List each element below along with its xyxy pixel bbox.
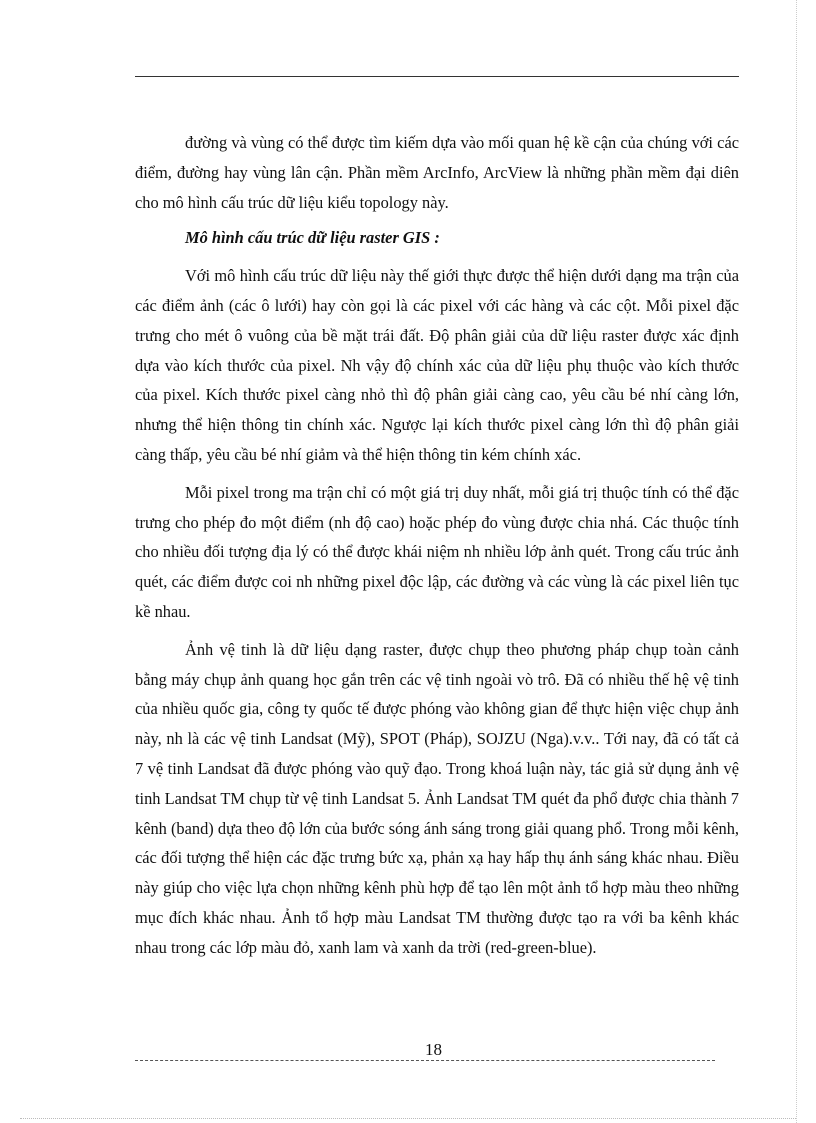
section-heading: Mô hình cấu trúc dữ liệu raster GIS : [185,228,440,248]
page-bottom-border [20,1118,796,1119]
paragraph-topology: đường và vùng có thể được tìm kiếm dựa vào mối quan hệ kề cận của chúng với các điểm, đường hay vùng lân cận. Phần mềm ArcInfo, ArcView là những phần mềm đại diên cho mô hình cấu trúc dữ liệu kiểu topology này. [135,133,739,212]
footer-rule [135,1060,715,1061]
paragraph-satellite-images: Ảnh vệ tinh là dữ liệu dạng raster, được chụp theo phương pháp chụp toàn cảnh bằng máy chụp ảnh quang học gắn trên các vệ tinh ngoài vò trô. Đã có nhiều thế hệ vệ tinh của nhiều quốc gia, công ty quốc tế được phóng vào không gian để thực hiện việc chụp ảnh này, nh là các vệ tinh Landsat (Mỹ), SPOT (Pháp), SOJZU (Nga).v.v.. Tới nay, đã có tất cả 7 vệ tinh Landsat đã được phóng vào quỹ đạo. Trong khoá luận này, tác giả sử dụng ảnh vệ tinh Landsat TM chụp từ vệ tinh Landsat 5. Ảnh Landsat TM quét đa phổ được chia thành 7 kênh (band) dựa theo độ lớn của bước sóng ánh sáng trong giải quang phổ. Trong mỗi kênh, các đối tượng thể hiện các đặc trưng bức xạ, phản xạ hay hấp thụ ánh sáng khác nhau. Điều này giúp cho việc lựa chọn những kênh phù hợp để tạo lên một ảnh tổ hợp màu theo những mục đích khác nhau. Ảnh tổ hợp màu Landsat TM thường được tạo ra với ba kênh khác nhau trong các lớp màu đỏ, xanh lam và xanh da trời (red-green-blue). [135,639,739,957]
page-body [135,128,739,963]
page-right-border [796,0,797,1123]
page-number: 18 [425,1040,442,1059]
paragraph-raster-model: Với mô hình cấu trúc dữ liệu này thế giới thực được thể hiện dưới dạng ma trận của các điểm ảnh (các ô lưới) hay còn gọi là các pixel với các hàng và các cột. Mỗi pixel đặc trưng cho mét ô vuông của bề mặt trái đất. Độ phân giải của dữ liệu raster được xác định dựa vào kích thước của pixel. Nh vậy độ chính xác của dữ liệu phụ thuộc vào kích thước của pixel. Kích thước pixel càng nhỏ thì độ phân giải càng cao, yêu cầu bé nhí càng lớn, nhưng thể hiện thông tin chính xác. Ngược lại kích thước pixel càng lớn thì độ phân giải càng thấp, yêu cầu bé nhí giảm và thể hiện thông tin kém chính xác. [135,266,739,464]
paragraph-pixel-values: Mỗi pixel trong ma trận chỉ có một giá trị duy nhất, mỗi giá trị thuộc tính có thể đặc trưng cho phép đo một điểm (nh độ cao) hoặc phép đo vùng được chia nhá. Các thuộc tính cho nhiều đối tượng địa lý có thể được khái niệm nh nhiều lớp ảnh quét. Trong cấu trúc ảnh quét, các điểm được coi nh những pixel độc lập, các đường và các vùng là các pixel liên tục kề nhau. [135,482,739,621]
header-rule [135,76,739,77]
